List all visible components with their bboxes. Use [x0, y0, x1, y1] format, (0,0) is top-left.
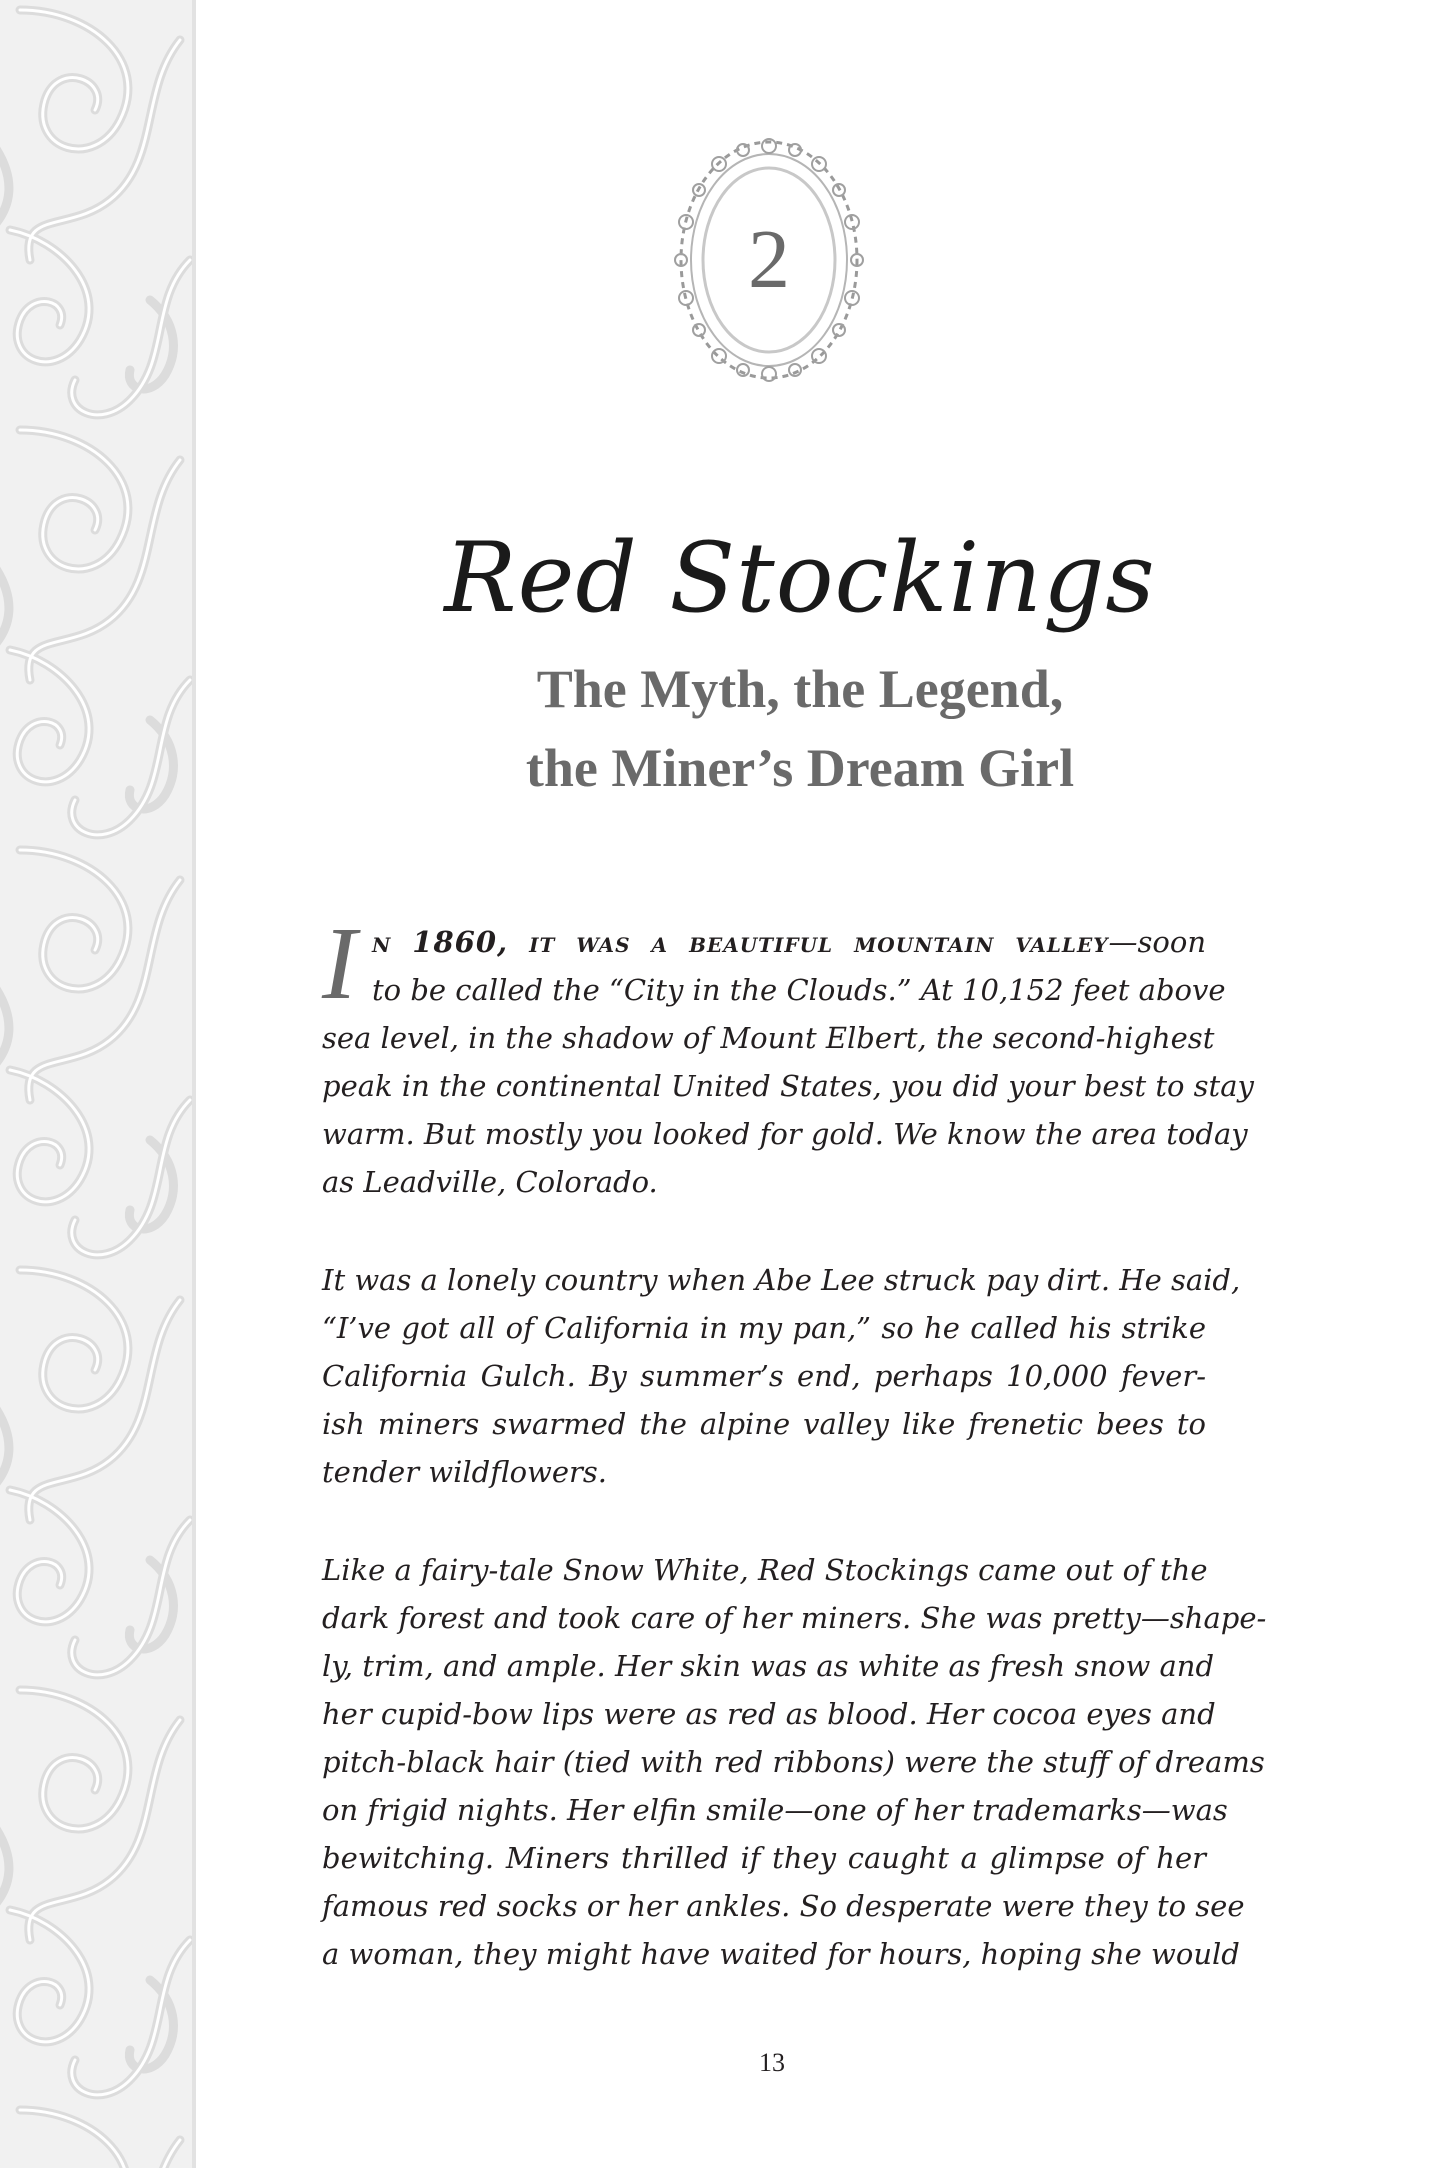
paragraph-1-line: warm. But mostly you looked for gold. We know the area today [322, 1117, 1248, 1151]
paragraph-3-line: pitch-black hair (tied with red ribbons) were the stuff of dreams [322, 1745, 1265, 1779]
paragraph-1-line-2: to be called the “City in the Clouds.” At 10,152 feet above [372, 973, 1226, 1007]
paragraph-2-line: California Gulch. By summer’s end, perhaps 10,000 fever- [322, 1359, 1206, 1393]
paragraph-1 [322, 1014, 1254, 1206]
chapter-number: 2 [748, 213, 790, 306]
paragraph-3-line: dark forest and took care of her miners. She was pretty—shape- [322, 1601, 1267, 1635]
drop-cap: I [322, 906, 357, 1021]
paragraph-2-line: It was a lonely country when Abe Lee struck pay dirt. He said, [322, 1263, 1241, 1297]
paragraph-3-line: ly, trim, and ample. Her skin was as white as fresh snow and [322, 1649, 1215, 1683]
paragraph-2-line: “I’ve got all of California in my pan,” so he called his strike [322, 1311, 1206, 1345]
decorative-side-border [0, 0, 196, 2168]
scroll-ornament-icon [0, 0, 192, 2168]
chapter-title: Red Stockings [444, 522, 1156, 634]
lead-in-small-caps: n 1860, it was a beautiful mountain valley [372, 925, 1109, 959]
paragraph-2-line: ish miners swarmed the alpine valley like frenetic bees to [322, 1407, 1206, 1441]
paragraph-3 [322, 1546, 1267, 1978]
chapter-subtitle-line-2: the Miner’s Dream Girl [525, 738, 1075, 798]
paragraph-3-line: famous red socks or her ankles. So desperate were they to see [322, 1889, 1245, 1923]
paragraph-2 [322, 1256, 1241, 1496]
paragraph-3-line: bewitching. Miners thrilled if they caught a glimpse of her [322, 1841, 1206, 1875]
paragraph-3-line: on frigid nights. Her elfin smile—one of her trademarks—was [322, 1793, 1228, 1827]
lead-in-rest: —soon [1108, 925, 1206, 959]
paragraph-1-line: sea level, in the shadow of Mount Elbert, the second-highest [322, 1021, 1215, 1055]
paragraph-3-line: her cupid-bow lips were as red as blood. Her cocoa eyes and [322, 1697, 1216, 1731]
paragraph-1-line: as Leadville, Colorado. [322, 1165, 658, 1199]
chapter-subtitle-line-1: The Myth, the Legend, [536, 659, 1064, 719]
paragraph-3-line: Like a fairy-tale Snow White, Red Stockings came out of the [322, 1553, 1208, 1587]
paragraph-1-line-1 [372, 918, 1206, 966]
paragraph-3-line: a woman, they might have waited for hours, hoping she would [322, 1937, 1240, 1971]
page-number: 13 [759, 2048, 785, 2077]
paragraph-1-line: peak in the continental United States, you did your best to stay [322, 1069, 1254, 1103]
paragraph-2-line: tender wildflowers. [322, 1455, 607, 1489]
